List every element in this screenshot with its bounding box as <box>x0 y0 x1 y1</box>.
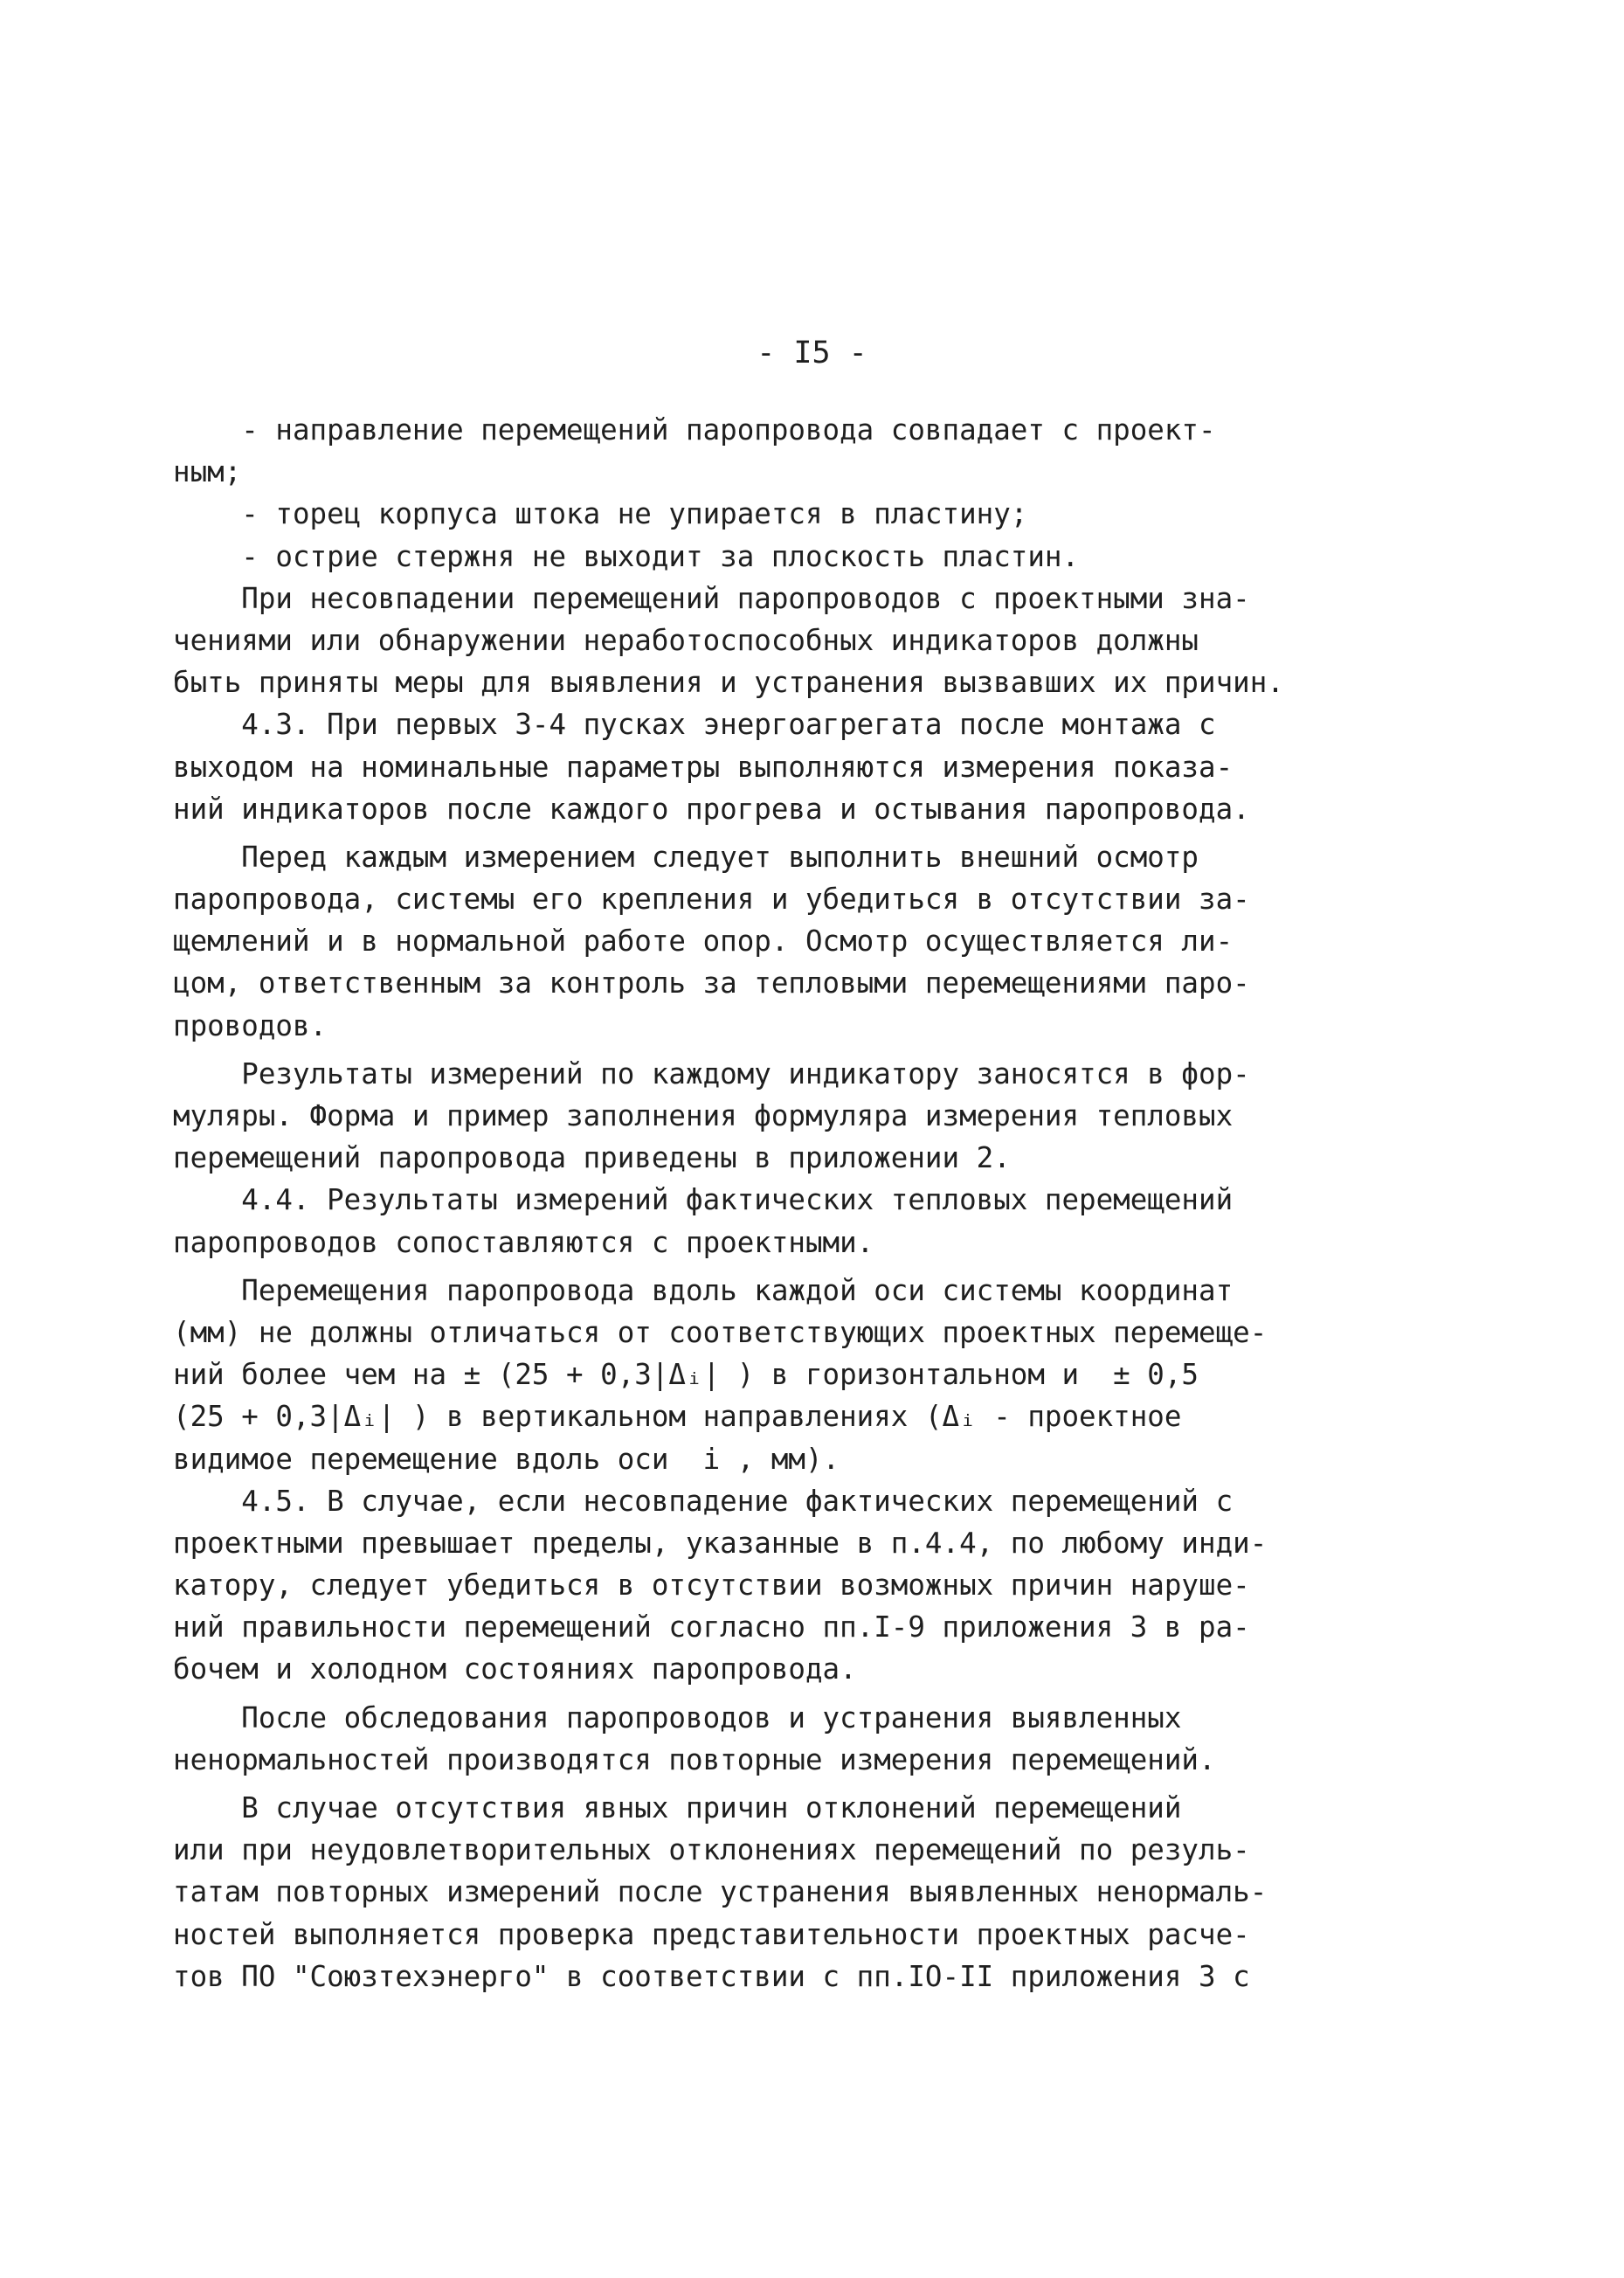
text-line: видимое перемещение вдоль оси i , мм). <box>173 1442 840 1476</box>
text-line: (25 + 0,3|Δᵢ| ) в вертикальном направлениях (Δᵢ - проектное <box>173 1400 1182 1434</box>
text-line: проводов. <box>173 1008 328 1042</box>
body-text <box>173 409 1284 1998</box>
text-line: ний более чем на ± (25 + 0,3|Δᵢ| ) в горизонтальном и ± 0,5 <box>173 1358 1199 1392</box>
text-line: Результаты измерений по каждому индикатору заносятся в фор- <box>173 1056 1250 1091</box>
text-line: При несовпадении перемещений паропроводов с проектными зна- <box>173 581 1250 615</box>
text-line: тов ПО "Союзтехэнерго" в соответствии с пп.IО-II приложения 3 с <box>173 1959 1250 1993</box>
paragraph-gap <box>173 1264 1274 1270</box>
text-line: ний индикаторов после каждого прогрева и остывания паропровода. <box>173 792 1250 826</box>
paragraph-gap <box>173 1781 1274 1787</box>
text-line: паропровода, системы его крепления и убедиться в отсутствии за- <box>173 883 1250 917</box>
text-line: 4.4. Результаты измерений фактических тепловых перемещений <box>173 1183 1234 1217</box>
text-line: ний правильности перемещений согласно пп.I-9 приложения 3 в ра- <box>173 1610 1250 1644</box>
text-line: паропроводов сопоставляются с проектными. <box>173 1225 874 1259</box>
text-line: перемещений паропровода приведены в приложении 2. <box>173 1141 1011 1175</box>
text-line: - торец корпуса штока не упирается в пластину; <box>173 497 1028 531</box>
paragraph-gap <box>173 1691 1274 1697</box>
text-line: щемлений и в нормальной работе опор. Осмотр осуществляется ли- <box>173 924 1234 959</box>
text-line: татам повторных измерений после устранения выявленных ненормаль- <box>173 1875 1268 1909</box>
text-line: проектными превышает пределы, указанные в п.4.4, по любому инди- <box>173 1526 1268 1560</box>
text-line: 4.3. При первых 3-4 пусках энергоагрегата после монтажа с <box>173 708 1216 742</box>
text-line: катору, следует убедиться в отсутствии возможных причин наруше- <box>173 1568 1250 1603</box>
text-line: или при неудовлетворительных отклонениях перемещений по резуль- <box>173 1833 1250 1867</box>
text-line: - направление перемещений паропровода совпадает с проект- <box>173 413 1216 447</box>
text-line: ненормальностей производятся повторные измерения перемещений. <box>173 1742 1216 1776</box>
text-line: бочем и холодном состояниях паропровода. <box>173 1652 857 1686</box>
page-number: - I5 - <box>757 336 867 370</box>
text-line: муляры. Форма и пример заполнения формуляра измерения тепловых <box>173 1099 1234 1132</box>
paragraph-gap <box>173 1047 1274 1053</box>
text-line: быть приняты меры для выявления и устранения вызвавших их причин. <box>173 666 1284 700</box>
paragraph-gap <box>173 830 1274 836</box>
text-line: чениями или обнаружении неработоспособных индикаторов должны <box>173 623 1199 657</box>
text-line: После обследования паропроводов и устранения выявленных <box>173 1700 1182 1734</box>
text-line: Перед каждым измерением следует выполнить внешний осмотр <box>173 840 1199 874</box>
text-line: цом, ответственным за контроль за тепловыми перемещениями паро- <box>173 966 1250 1001</box>
text-line: ным; <box>173 455 242 489</box>
text-line: (мм) не должны отличаться от соответствующих проектных перемеще- <box>173 1315 1268 1349</box>
text-line: выходом на номинальные параметры выполняются измерения показа- <box>173 750 1234 784</box>
text-line: ностей выполняется проверка представительности проектных расче- <box>173 1917 1250 1951</box>
text-line: Перемещения паропровода вдоль каждой оси системы координат <box>173 1273 1234 1307</box>
text-line: В случае отсутствия явных причин отклонений перемещений <box>173 1791 1182 1824</box>
text-line: 4.5. В случае, если несовпадение фактических перемещений с <box>173 1484 1234 1518</box>
text-line: - острие стержня не выходит за плоскость пластин. <box>173 539 1080 573</box>
